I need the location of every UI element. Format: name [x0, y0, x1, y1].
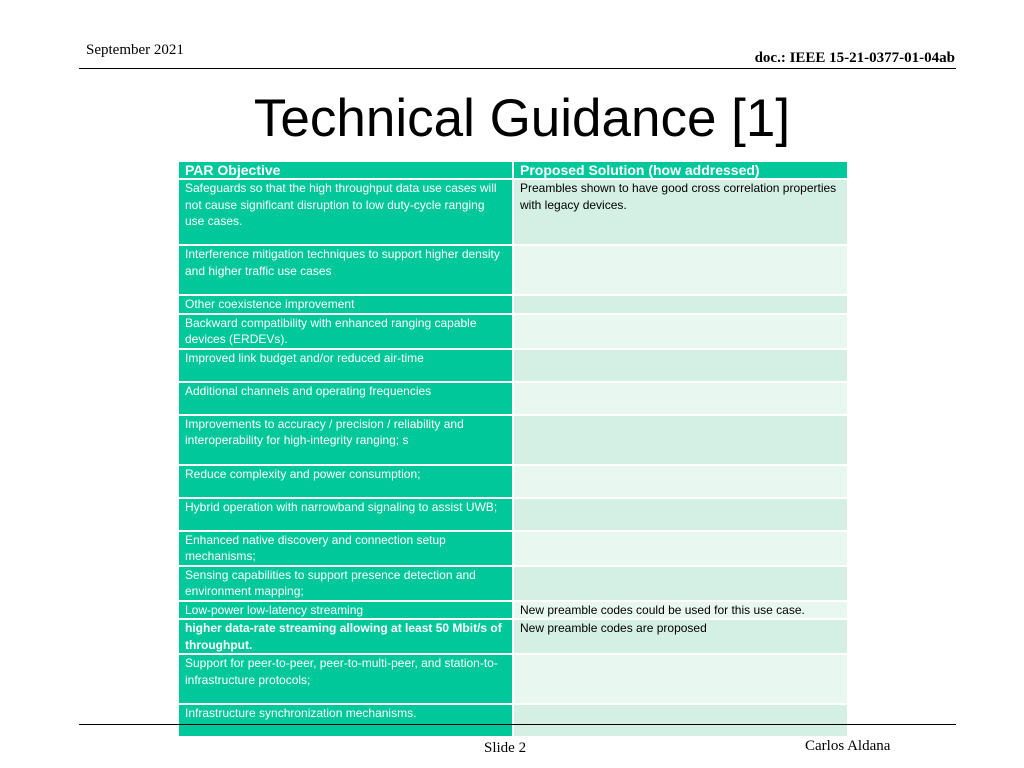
- table-row: [178, 179, 848, 245]
- objective-cell: Improved link budget and/or reduced air-time: [178, 349, 513, 382]
- table-row: [178, 349, 848, 382]
- solution-cell: New preamble codes could be used for this use case.: [513, 601, 848, 620]
- table-row: [178, 382, 848, 415]
- solution-cell: [513, 314, 848, 349]
- table-row: [178, 619, 848, 654]
- table-row: [178, 245, 848, 295]
- header-proposed-solution: Proposed Solution (how addressed): [513, 161, 848, 179]
- objective-cell: Low-power low-latency streaming: [178, 601, 513, 620]
- objective-cell: Improvements to accuracy / precision / reliability and interoperability for high-integrity ranging; s: [178, 415, 513, 465]
- solution-cell: [513, 382, 848, 415]
- solution-cell: [513, 245, 848, 295]
- objective-cell: Additional channels and operating frequencies: [178, 382, 513, 415]
- solution-cell: [513, 498, 848, 531]
- guidance-table: [177, 160, 849, 738]
- solution-cell: New preamble codes are proposed: [513, 619, 848, 654]
- objective-cell: Infrastructure synchronization mechanisms.: [178, 704, 513, 737]
- table-row: [178, 654, 848, 704]
- table-row: [178, 465, 848, 498]
- author-name: Carlos Aldana: [805, 738, 891, 754]
- solution-cell: [513, 415, 848, 465]
- objective-cell: Backward compatibility with enhanced ranging capable devices (ERDEVs).: [178, 314, 513, 349]
- solution-cell: [513, 566, 848, 601]
- objective-cell: Reduce complexity and power consumption;: [178, 465, 513, 498]
- objective-cell: higher data-rate streaming allowing at least 50 Mbit/s of throughput.: [178, 619, 513, 654]
- header-divider: [79, 68, 956, 69]
- table-row: [178, 498, 848, 531]
- solution-cell: [513, 704, 848, 737]
- objective-cell: Interference mitigation techniques to support higher density and higher traffic use cases: [178, 245, 513, 295]
- table-row: [178, 601, 848, 620]
- slide-number: Slide 2: [484, 740, 527, 756]
- objective-cell: Enhanced native discovery and connection setup mechanisms;: [178, 531, 513, 566]
- solution-cell: [513, 465, 848, 498]
- header-doc-id: doc.: IEEE 15-21-0377-01-04ab: [754, 50, 955, 66]
- table-row: [178, 295, 848, 314]
- objective-cell: Hybrid operation with narrowband signaling to assist UWB;: [178, 498, 513, 531]
- solution-cell: [513, 349, 848, 382]
- table-header-row: [178, 161, 848, 179]
- objective-cell: Other coexistence improvement: [178, 295, 513, 314]
- header-date: September 2021: [86, 42, 184, 58]
- objective-cell: Safeguards so that the high throughput data use cases will not cause significant disruption to low duty-cycle ranging use cases.: [178, 179, 513, 245]
- table-row: [178, 531, 848, 566]
- objective-cell: Support for peer-to-peer, peer-to-multi-peer, and station-to-infrastructure protocols;: [178, 654, 513, 704]
- solution-cell: Preambles shown to have good cross correlation properties with legacy devices.: [513, 179, 848, 245]
- solution-cell: [513, 295, 848, 314]
- table-row: [178, 415, 848, 465]
- slide-title: Technical Guidance [1]: [253, 89, 791, 148]
- table-row: [178, 566, 848, 601]
- header-par-objective: PAR Objective: [178, 161, 513, 179]
- table-row: [178, 704, 848, 737]
- table-row: [178, 314, 848, 349]
- footer-divider: [79, 724, 956, 725]
- objective-cell: Sensing capabilities to support presence detection and environment mapping;: [178, 566, 513, 601]
- solution-cell: [513, 654, 848, 704]
- solution-cell: [513, 531, 848, 566]
